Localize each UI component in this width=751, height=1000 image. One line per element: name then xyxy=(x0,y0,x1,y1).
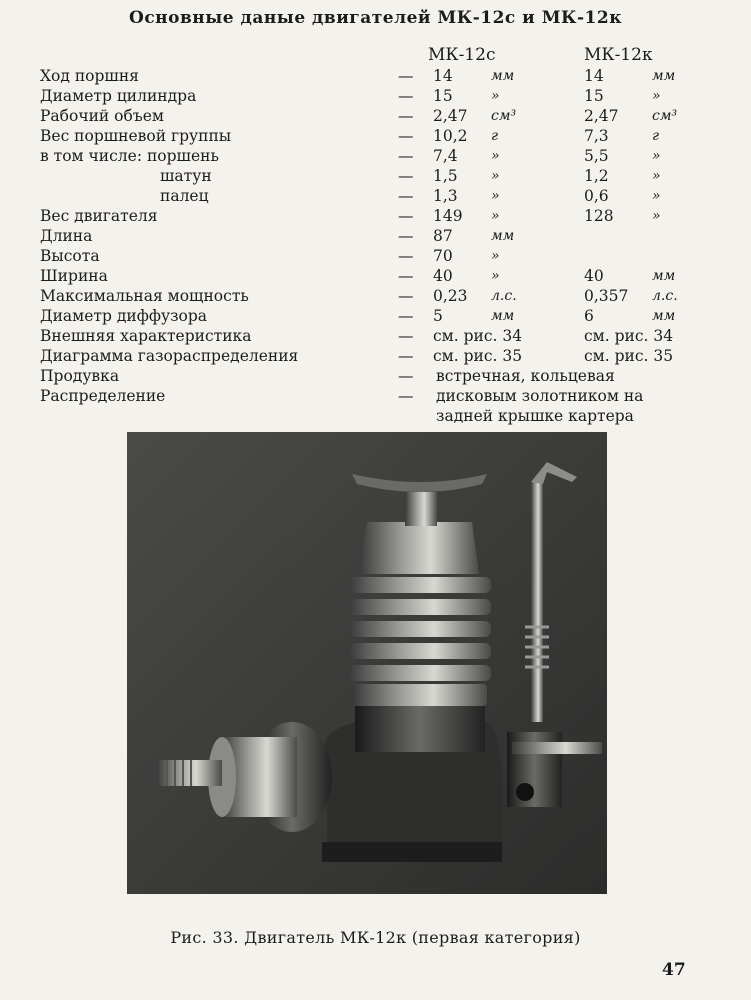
value-mk12k: 0,357 xyxy=(584,287,629,305)
unit-mk12s: » xyxy=(491,208,500,224)
row-text-line: задней крышке картера xyxy=(436,407,634,425)
table-row xyxy=(0,346,751,366)
unit-mk12k: мм xyxy=(652,268,676,284)
unit-mk12s: » xyxy=(491,188,500,204)
table-row xyxy=(0,326,751,346)
table-row xyxy=(0,246,751,266)
row-label: Максимальная мощность xyxy=(40,287,249,305)
table-row xyxy=(0,266,751,286)
row-label: Длина xyxy=(40,227,93,245)
row-label: Диаметр диффузора xyxy=(40,307,208,325)
row-label: Ширина xyxy=(40,267,108,285)
value-mk12k: 40 xyxy=(584,267,604,285)
value-mk12k: 14 xyxy=(584,67,604,85)
engine-photo xyxy=(127,432,607,894)
row-dash: — xyxy=(398,387,414,405)
table-row xyxy=(0,146,751,166)
unit-mk12k: » xyxy=(652,208,661,224)
value-mk12k: 15 xyxy=(584,87,604,105)
table-row xyxy=(0,226,751,246)
engine-icon xyxy=(127,432,607,894)
row-dash: — xyxy=(398,267,414,285)
row-dash: — xyxy=(398,167,414,185)
row-label: шатун xyxy=(160,167,212,185)
value-mk12k: 6 xyxy=(584,307,594,325)
row-label: Продувка xyxy=(40,367,120,385)
unit-mk12s: » xyxy=(491,88,500,104)
unit-mk12k: мм xyxy=(652,308,676,324)
unit-mk12k: см³ xyxy=(652,108,678,124)
row-dash: — xyxy=(398,247,414,265)
value-mk12s: 1,5 xyxy=(433,167,458,185)
figure-caption: Рис. 33. Двигатель МК-12к (первая категория) xyxy=(170,928,581,947)
value-mk12k: см. рис. 35 xyxy=(584,347,674,365)
row-dash: — xyxy=(398,87,414,105)
text-row xyxy=(0,386,751,425)
row-dash: — xyxy=(398,227,414,245)
row-label: Вес поршневой группы xyxy=(40,127,232,145)
row-text-line: встречная, кольцевая xyxy=(436,367,615,385)
page-title: Основные даные двигателей МК-12с и МК-12к xyxy=(129,8,622,28)
unit-mk12s: мм xyxy=(491,68,515,84)
unit-mk12k: » xyxy=(652,168,661,184)
value-mk12s: 1,3 xyxy=(433,187,458,205)
unit-mk12s: мм xyxy=(491,308,515,324)
unit-mk12k: » xyxy=(652,88,661,104)
value-mk12s: 15 xyxy=(433,87,453,105)
unit-mk12s: » xyxy=(491,248,500,264)
unit-mk12k: мм xyxy=(652,68,676,84)
table-row xyxy=(0,206,751,226)
row-dash: — xyxy=(398,307,414,325)
row-text-line: дисковым золотником на xyxy=(436,387,644,405)
value-mk12k: 1,2 xyxy=(584,167,609,185)
table-row xyxy=(0,286,751,306)
row-label: Высота xyxy=(40,247,100,265)
row-label: Рабочий объем xyxy=(40,107,164,125)
value-mk12s: 14 xyxy=(433,67,453,85)
unit-mk12s: мм xyxy=(491,228,515,244)
value-mk12s: 87 xyxy=(433,227,453,245)
row-label: Диаграмма газораспределения xyxy=(40,347,299,365)
table-row xyxy=(0,86,751,106)
unit-mk12k: г xyxy=(652,128,660,144)
row-dash: — xyxy=(398,327,414,345)
value-mk12s: 70 xyxy=(433,247,453,265)
value-mk12s: 7,4 xyxy=(433,147,458,165)
unit-mk12s: г xyxy=(491,128,499,144)
value-mk12s: 40 xyxy=(433,267,453,285)
value-mk12s: см. рис. 34 xyxy=(433,327,523,345)
row-label: Распределение xyxy=(40,387,166,405)
table-row xyxy=(0,166,751,186)
value-mk12k: 7,3 xyxy=(584,127,609,145)
value-mk12s: 149 xyxy=(433,207,463,225)
value-mk12k: 0,6 xyxy=(584,187,609,205)
unit-mk12s: » xyxy=(491,168,500,184)
unit-mk12s: » xyxy=(491,268,500,284)
row-dash: — xyxy=(398,147,414,165)
value-mk12s: 0,23 xyxy=(433,287,468,305)
table-row xyxy=(0,66,751,86)
value-mk12s: 5 xyxy=(433,307,443,325)
value-mk12s: 10,2 xyxy=(433,127,468,145)
table-row xyxy=(0,186,751,206)
row-dash: — xyxy=(398,67,414,85)
unit-mk12s: см³ xyxy=(491,108,517,124)
value-mk12k: см. рис. 34 xyxy=(584,327,674,345)
row-dash: — xyxy=(398,207,414,225)
unit-mk12s: » xyxy=(491,148,500,164)
column-header-mk12k: МК-12к xyxy=(584,45,653,65)
row-dash: — xyxy=(398,367,414,385)
unit-mk12s: л.с. xyxy=(491,288,517,304)
value-mk12k: 5,5 xyxy=(584,147,609,165)
row-dash: — xyxy=(398,107,414,125)
value-mk12s: см. рис. 35 xyxy=(433,347,523,365)
row-label: в том числе: поршень xyxy=(40,147,219,165)
row-dash: — xyxy=(398,347,414,365)
row-label: палец xyxy=(160,187,209,205)
row-dash: — xyxy=(398,187,414,205)
row-label: Ход поршня xyxy=(40,67,139,85)
row-dash: — xyxy=(398,287,414,305)
value-mk12s: 2,47 xyxy=(433,107,468,125)
row-label: Внешняя характеристика xyxy=(40,327,252,345)
unit-mk12k: » xyxy=(652,148,661,164)
value-mk12k: 128 xyxy=(584,207,614,225)
row-dash: — xyxy=(398,127,414,145)
table-row xyxy=(0,106,751,126)
unit-mk12k: л.с. xyxy=(652,288,678,304)
row-label: Вес двигателя xyxy=(40,207,158,225)
page-number: 47 xyxy=(662,960,686,980)
value-mk12k: 2,47 xyxy=(584,107,619,125)
text-row xyxy=(0,366,751,386)
row-label: Диаметр цилиндра xyxy=(40,87,197,105)
unit-mk12k: » xyxy=(652,188,661,204)
table-row xyxy=(0,126,751,146)
table-row xyxy=(0,306,751,326)
column-header-mk12s: МК-12с xyxy=(428,45,496,65)
